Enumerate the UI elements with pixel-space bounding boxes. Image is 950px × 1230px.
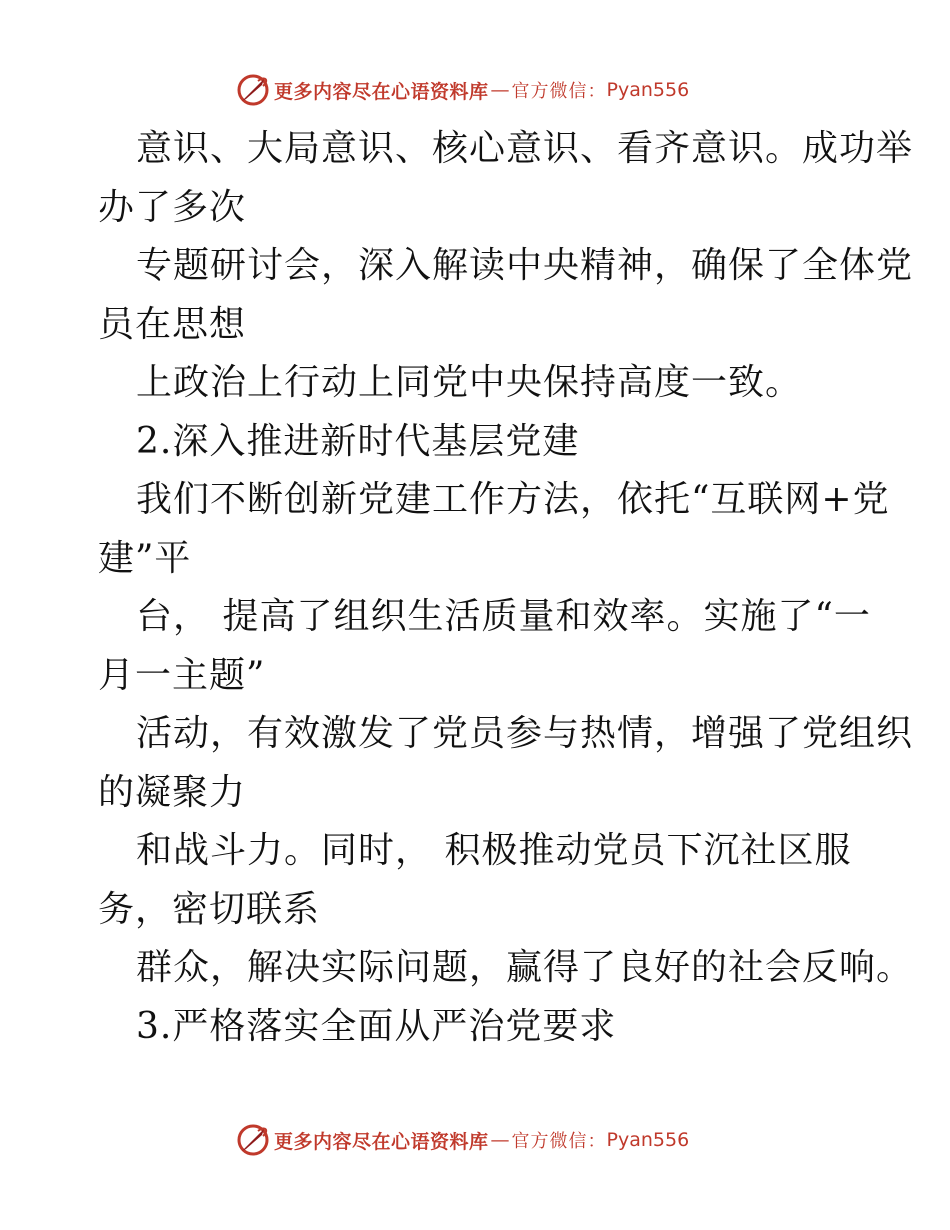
- document-body: [98, 120, 914, 1056]
- text-line: 月一主题”: [98, 654, 266, 696]
- watermark-dash: —: [490, 1129, 510, 1151]
- footer-watermark: [236, 1122, 689, 1158]
- header-watermark: [236, 72, 689, 108]
- text-line: 2.深入推进新时代基层党建: [136, 420, 580, 462]
- text-line: 活动，有效激发了党员参与热情，增强了党组织: [136, 713, 914, 754]
- watermark-official-label: 官方微信：: [511, 81, 607, 102]
- watermark-official-label: 官方微信：: [511, 1131, 607, 1152]
- text-line: 员在思想: [98, 303, 247, 345]
- text-line: 和战斗力。同时， 积极推动党员下沉社区服: [136, 830, 852, 871]
- text-line: 台， 提高了组织生活质量和效率。实施了“一: [136, 596, 871, 637]
- text-line: 的凝聚力: [98, 771, 247, 813]
- text-line: 务，密切联系: [98, 888, 321, 930]
- text-line: 办了多次: [98, 186, 247, 228]
- text-line: 专题研讨会，深入解读中央精神，确保了全体党: [136, 245, 914, 286]
- quill-pen-logo-icon: [236, 73, 270, 107]
- quill-pen-logo-icon: [236, 1123, 270, 1157]
- text-line: 群众，解决实际问题，赢得了良好的社会反响。: [136, 947, 914, 988]
- text-line: 我们不断创新党建工作方法，依托“互联网+党: [136, 479, 890, 520]
- watermark-wechat-id: Pyan556: [606, 1129, 690, 1151]
- text-line: 3.严格落实全面从严治党要求: [136, 1005, 617, 1047]
- watermark-site-text: 更多内容尽在心语资料库: [274, 80, 489, 103]
- watermark-wechat-id: Pyan556: [606, 79, 690, 101]
- text-line: 上政治上行动上同党中央保持高度一致。: [136, 362, 803, 403]
- text-line: 建”平: [98, 537, 192, 579]
- watermark-site-text: 更多内容尽在心语资料库: [274, 1130, 489, 1153]
- watermark-dash: —: [490, 79, 510, 101]
- text-line: 意识、大局意识、核心意识、看齐意识。成功举: [136, 128, 914, 169]
